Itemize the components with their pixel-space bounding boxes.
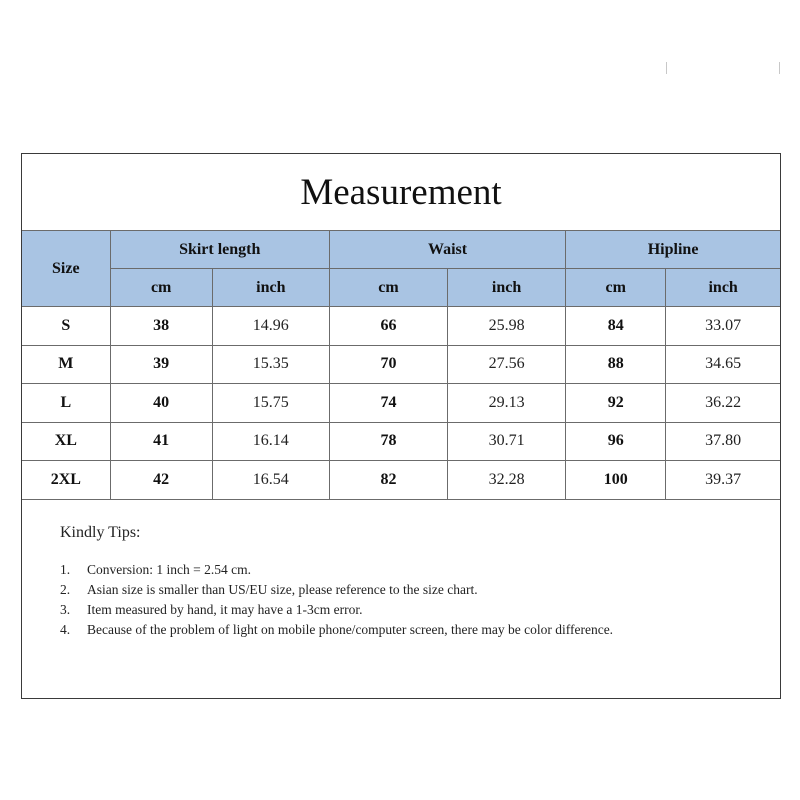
tip-number: 1. xyxy=(60,562,71,577)
list-item xyxy=(60,560,750,580)
tip-text: Conversion: 1 inch = 2.54 cm. xyxy=(87,562,251,577)
table-row xyxy=(22,384,780,423)
tips-list xyxy=(60,560,750,640)
hipline-header: Hipline xyxy=(566,231,780,269)
size-cell: S xyxy=(22,307,110,346)
unit-header-cm: cm xyxy=(110,269,212,307)
hip-inch-cell: 33.07 xyxy=(666,307,780,346)
size-cell: 2XL xyxy=(22,461,110,500)
size-cell: L xyxy=(22,384,110,423)
tip-number: 4. xyxy=(60,622,71,637)
table-header-row-units xyxy=(22,269,780,307)
waist-cm-cell: 66 xyxy=(329,307,447,346)
skirt-inch-cell: 16.14 xyxy=(212,422,329,461)
waist-inch-cell: 25.98 xyxy=(448,307,566,346)
skirt-length-header: Skirt length xyxy=(110,231,329,269)
waist-inch-cell: 27.56 xyxy=(448,345,566,384)
hip-inch-cell: 36.22 xyxy=(666,384,780,423)
unit-header-cm: cm xyxy=(329,269,447,307)
list-item xyxy=(60,620,750,640)
table-row xyxy=(22,307,780,346)
hip-cm-cell: 88 xyxy=(566,345,666,384)
table-row xyxy=(22,345,780,384)
waist-header: Waist xyxy=(329,231,565,269)
skirt-cm-cell: 39 xyxy=(110,345,212,384)
waist-inch-cell: 29.13 xyxy=(448,384,566,423)
waist-inch-cell: 30.71 xyxy=(448,422,566,461)
skirt-inch-cell: 15.75 xyxy=(212,384,329,423)
tips-title: Kindly Tips: xyxy=(60,524,141,541)
hip-inch-cell: 34.65 xyxy=(666,345,780,384)
top-tick-mark-right xyxy=(779,62,780,74)
hip-cm-cell: 92 xyxy=(566,384,666,423)
size-column-header: Size xyxy=(22,231,110,307)
waist-cm-cell: 78 xyxy=(329,422,447,461)
table-row xyxy=(22,422,780,461)
waist-inch-cell: 32.28 xyxy=(448,461,566,500)
tip-text: Because of the problem of light on mobile phone/computer screen, there may be color difference. xyxy=(87,622,614,637)
hip-cm-cell: 100 xyxy=(566,461,666,500)
size-cell: M xyxy=(22,345,110,384)
table-header-row-groups xyxy=(22,231,780,269)
unit-header-cm: cm xyxy=(566,269,666,307)
waist-cm-cell: 74 xyxy=(329,384,447,423)
waist-cm-cell: 70 xyxy=(329,345,447,384)
size-chart-table xyxy=(22,230,780,500)
hip-cm-cell: 96 xyxy=(566,422,666,461)
tip-number: 2. xyxy=(60,582,71,597)
unit-header-inch: inch xyxy=(212,269,329,307)
unit-header-inch: inch xyxy=(448,269,566,307)
kindly-tips-section xyxy=(60,524,750,640)
skirt-cm-cell: 38 xyxy=(110,307,212,346)
list-item xyxy=(60,600,750,620)
unit-header-inch: inch xyxy=(666,269,780,307)
hip-inch-cell: 37.80 xyxy=(666,422,780,461)
skirt-inch-cell: 15.35 xyxy=(212,345,329,384)
tip-text: Asian size is smaller than US/EU size, please reference to the size chart. xyxy=(87,582,478,597)
tip-number: 3. xyxy=(60,602,71,617)
skirt-cm-cell: 42 xyxy=(110,461,212,500)
skirt-inch-cell: 14.96 xyxy=(212,307,329,346)
waist-cm-cell: 82 xyxy=(329,461,447,500)
skirt-inch-cell: 16.54 xyxy=(212,461,329,500)
page-title: Measurement xyxy=(300,172,502,213)
size-cell: XL xyxy=(22,422,110,461)
hip-cm-cell: 84 xyxy=(566,307,666,346)
table-row xyxy=(22,461,780,500)
list-item xyxy=(60,580,750,600)
skirt-cm-cell: 40 xyxy=(110,384,212,423)
measurement-card xyxy=(21,153,781,699)
top-tick-mark-left xyxy=(666,62,667,74)
hip-inch-cell: 39.37 xyxy=(666,461,780,500)
tip-text: Item measured by hand, it may have a 1-3cm error. xyxy=(87,602,363,617)
skirt-cm-cell: 41 xyxy=(110,422,212,461)
